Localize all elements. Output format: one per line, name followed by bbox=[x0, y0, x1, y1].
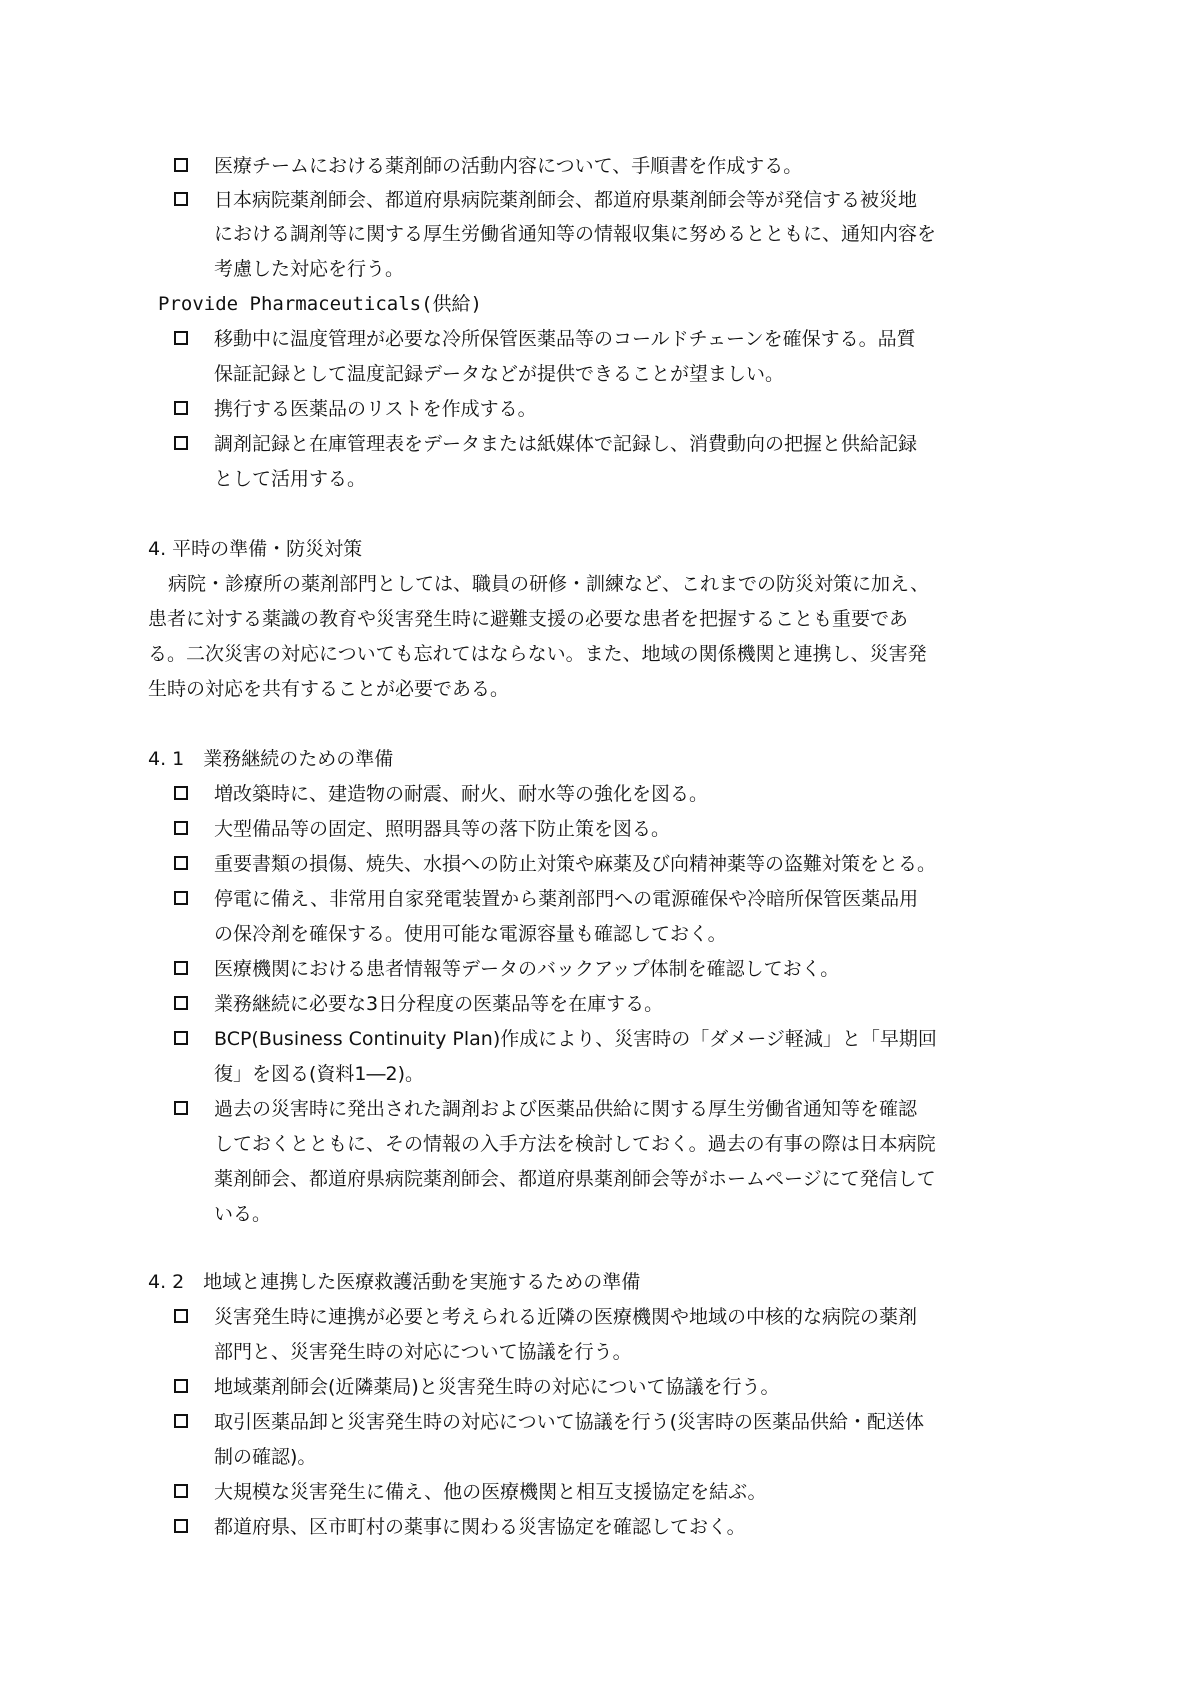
list-item-line: 移動中に温度管理が必要な冷所保管医薬品等のコールドチェーンを確保する。品質 bbox=[214, 328, 916, 350]
list-item-line: しておくとともに、その情報の入手方法を検討しておく。過去の有事の際は日本病院 bbox=[214, 1133, 936, 1155]
paragraph-line: 生時の対応を共有することが必要である。 bbox=[148, 678, 510, 700]
list-item-line: 日本病院薬剤師会、都道府県病院薬剤師会、都道府県薬剤師会等が発信する被災地 bbox=[214, 189, 918, 211]
checkbox[interactable] bbox=[174, 821, 188, 835]
list-item-line: 停電に備え、非常用自家発電装置から薬剤部門への電源確保や冷暗所保管医薬品用 bbox=[214, 888, 919, 910]
checkbox[interactable] bbox=[174, 996, 188, 1010]
checkbox[interactable] bbox=[174, 1484, 188, 1498]
paragraph-line: 病院・診療所の薬剤部門としては、職員の研修・訓練など、これまでの防災対策に加え、 bbox=[168, 573, 930, 595]
subsection-heading: 4. 1 業務継続のための準備 bbox=[148, 748, 394, 770]
checkbox[interactable] bbox=[174, 401, 188, 415]
checkbox[interactable] bbox=[174, 891, 188, 905]
checkbox[interactable] bbox=[174, 1379, 188, 1393]
paragraph-line: 患者に対する薬識の教育や災害発生時に避難支援の必要な患者を把握することも重要であ bbox=[148, 608, 909, 630]
list-item-line: 医療チームにおける薬剤師の活動内容について、手順書を作成する。 bbox=[214, 155, 803, 177]
list-item-line: 保証記録として温度記録データなどが提供できることが望ましい。 bbox=[214, 363, 785, 385]
list-item-line: 大型備品等の固定、照明器具等の落下防止策を図る。 bbox=[214, 818, 671, 840]
list-item-line: 都道府県、区市町村の薬事に関わる災害協定を確認しておく。 bbox=[214, 1516, 746, 1538]
list-item-line: 携行する医薬品のリストを作成する。 bbox=[214, 398, 537, 420]
checkbox[interactable] bbox=[174, 1309, 188, 1323]
checkbox[interactable] bbox=[174, 1101, 188, 1115]
list-item-line: における調剤等に関する厚生労働省通知等の情報収集に努めるとともに、通知内容を bbox=[214, 223, 937, 245]
list-item-line: 医療機関における患者情報等データのバックアップ体制を確認しておく。 bbox=[214, 958, 840, 980]
list-item-line: 大規模な災害発生に備え、他の医療機関と相互支援協定を結ぶ。 bbox=[214, 1481, 767, 1503]
list-item-line: 制の確認)。 bbox=[214, 1446, 317, 1468]
provide-heading: Provide Pharmaceuticals(供給) bbox=[158, 293, 482, 315]
checkbox[interactable] bbox=[174, 1031, 188, 1045]
list-item-line: 取引医薬品卸と災害発生時の対応について協議を行う(災害時の医薬品供給・配送体 bbox=[214, 1411, 925, 1433]
checkbox[interactable] bbox=[174, 1414, 188, 1428]
list-item-line: の保冷剤を確保する。使用可能な電源容量も確認しておく。 bbox=[214, 923, 727, 945]
list-item-line: 災害発生時に連携が必要と考えられる近隣の医療機関や地域の中核的な病院の薬剤 bbox=[214, 1306, 918, 1328]
list-item-line: 調剤記録と在庫管理表をデータまたは紙媒体で記録し、消費動向の把握と供給記録 bbox=[214, 433, 918, 455]
list-item-line: いる。 bbox=[214, 1203, 272, 1225]
list-item-line: 薬剤師会、都道府県病院薬剤師会、都道府県薬剤師会等がホームページにて発信して bbox=[214, 1168, 936, 1190]
list-item-line: 重要書類の損傷、焼失、水損への防止対策や麻薬及び向精神薬等の盗難対策をとる。 bbox=[214, 853, 937, 875]
list-item-line: として活用する。 bbox=[214, 468, 367, 490]
checkbox[interactable] bbox=[174, 331, 188, 345]
checkbox[interactable] bbox=[174, 961, 188, 975]
list-item-line: BCP(Business Continuity Plan)作成により、災害時の「ダメージ軽減」と「早期回 bbox=[214, 1028, 937, 1050]
list-item-line: 業務継続に必要な3日分程度の医薬品等を在庫する。 bbox=[214, 993, 664, 1015]
checkbox[interactable] bbox=[174, 786, 188, 800]
list-item-line: 増改築時に、建造物の耐震、耐火、耐水等の強化を図る。 bbox=[214, 783, 709, 805]
list-item-line: 復」を図る(資料1―2)。 bbox=[214, 1063, 425, 1085]
list-item-line: 地域薬剤師会(近隣薬局)と災害発生時の対応について協議を行う。 bbox=[214, 1376, 780, 1398]
checkbox[interactable] bbox=[174, 192, 188, 206]
checkbox[interactable] bbox=[174, 1519, 188, 1533]
list-item-line: 考慮した対応を行う。 bbox=[214, 258, 405, 280]
checkbox[interactable] bbox=[174, 158, 188, 172]
subsection-heading: 4. 2 地域と連携した医療救護活動を実施するための準備 bbox=[148, 1271, 641, 1293]
section-heading: 4. 平時の準備・防災対策 bbox=[148, 538, 363, 560]
list-item-line: 過去の災害時に発出された調剤および医薬品供給に関する厚生労働省通知等を確認 bbox=[214, 1098, 918, 1120]
list-item-line: 部門と、災害発生時の対応について協議を行う。 bbox=[214, 1341, 632, 1363]
checkbox[interactable] bbox=[174, 436, 188, 450]
paragraph-line: る。二次災害の対応についても忘れてはならない。また、地域の関係機関と連携し、災害発 bbox=[148, 643, 927, 665]
checkbox[interactable] bbox=[174, 856, 188, 870]
